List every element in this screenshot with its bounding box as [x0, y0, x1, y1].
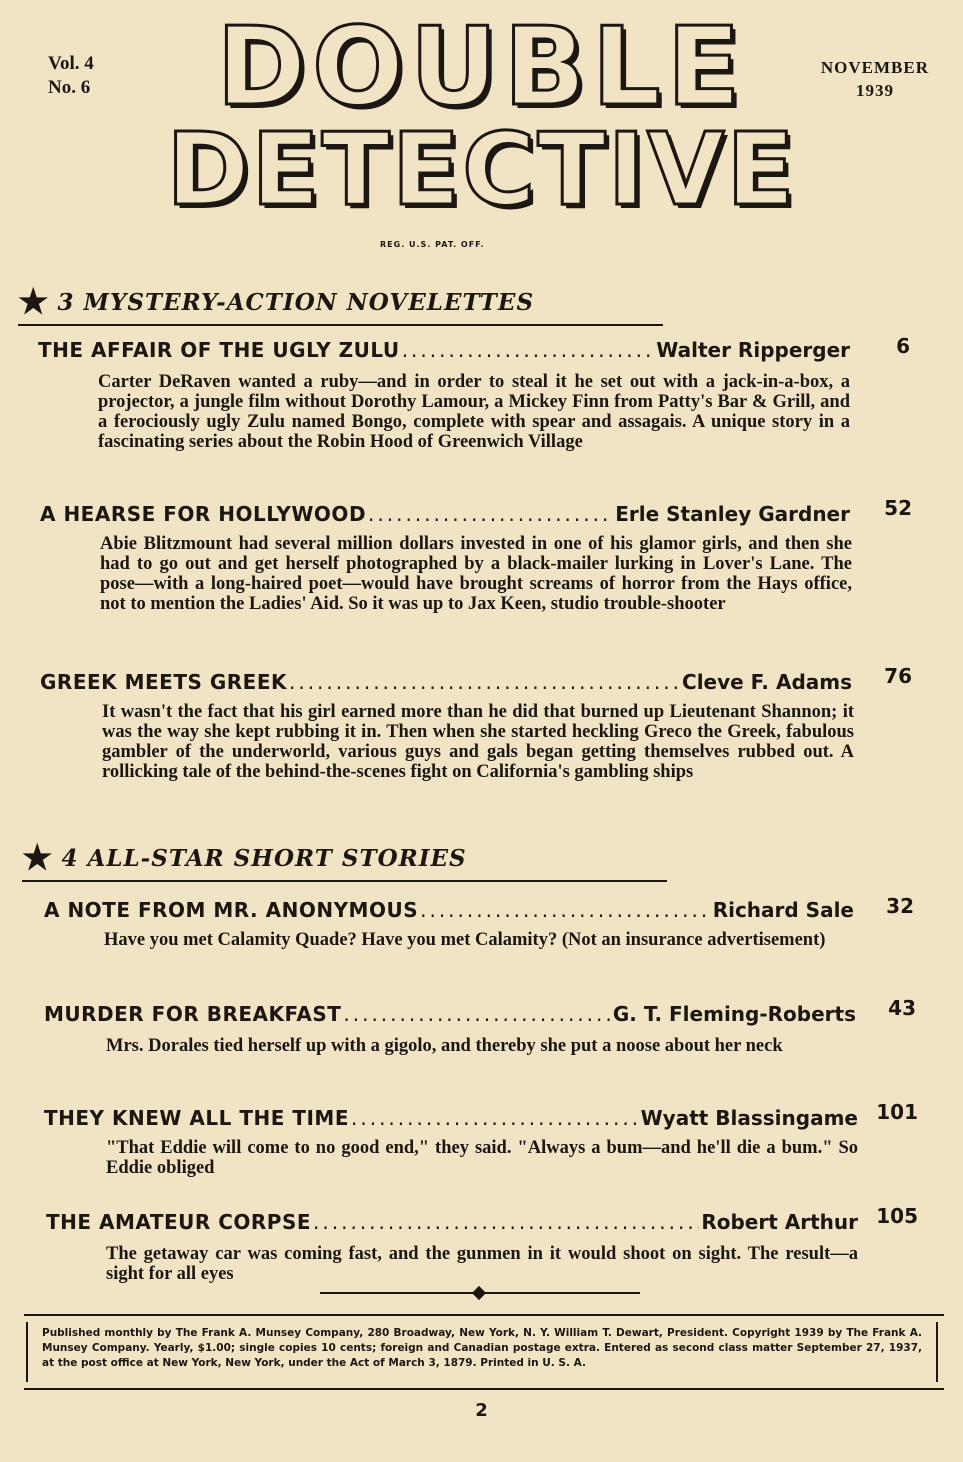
story-page-number: 32 [886, 894, 914, 918]
story-author: Wyatt Blassingame [640, 1106, 858, 1130]
story-author: Robert Arthur [701, 1210, 858, 1234]
story-author: Walter Ripperger [656, 338, 850, 362]
story-title: THE AMATEUR CORPSE [46, 1210, 312, 1234]
star-icon: ★ [18, 282, 50, 322]
story-description: "That Eddie will come to no good end," they said. "Always a bum—and he'll die a bum." So Eddie obliged [106, 1138, 858, 1178]
story-title: THE AFFAIR OF THE UGLY ZULU [38, 338, 400, 362]
story-author: G. T. Fleming-Roberts [612, 1002, 856, 1026]
story-description: Have you met Calamity Quade? Have you met Calamity? (Not an insurance advertisement) [104, 930, 826, 950]
masthead-line-double: DOUBLE [216, 5, 747, 130]
story-title: GREEK MEETS GREEK [40, 670, 287, 694]
dot-leader [420, 898, 711, 922]
story-page-number: 76 [884, 664, 912, 688]
entry-heading-line [44, 1106, 858, 1134]
section-heading-text: 4 ALL-STAR SHORT STORIES [61, 845, 467, 872]
footer-rule-top [24, 1314, 944, 1316]
volume-label: Vol. 4 [48, 53, 94, 74]
trademark-note: REG. U.S. PAT. OFF. [380, 240, 485, 249]
entry-heading-line [46, 1210, 858, 1238]
masthead [0, 5, 963, 228]
story-author: Erle Stanley Gardner [615, 502, 850, 526]
dot-leader [402, 338, 655, 362]
issue-year: 1939 [855, 81, 894, 100]
masthead-line-detective: DETECTIVE [166, 111, 797, 228]
entry-heading-line [40, 670, 852, 698]
dot-leader [351, 1106, 639, 1130]
story-description: The getaway car was coming fast, and the gunmen in it would shoot on sight. The result—a sight for all eyes [106, 1244, 858, 1284]
story-page-number: 101 [876, 1100, 918, 1124]
dot-leader [289, 670, 680, 694]
story-description: Carter DeRaven wanted a ruby—and in order to steal it he set out with a jack-in-a-box, a projector, a jungle film without Dorothy Lamour, a Mickey Finn from Patty's Bar & Grill, and a ferociously ugly Zulu named Bongo, complete with spear and assagais. A unique story in a fascinating series about the Robin Hood of Greenwich Village [98, 372, 850, 452]
story-description: Mrs. Dorales tied herself up with a gigolo, and thereby she put a noose about her neck [106, 1036, 783, 1056]
section-heading-novelettes [18, 282, 663, 326]
entry-heading-line [44, 898, 854, 926]
publisher-note: Published monthly by The Frank A. Munsey Company, 280 Broadway, New York, N. Y. William T. Dewart, President. Copyright 1939 by The Frank A. Munsey Company. Yearly, $1.00; single copies 10 cents; foreign and Canadian postage extra. Entered as second class matter September 27, 1937, at the post office at New York, New York, under the Act of March 3, 1879. Printed in U. S. A. [26, 1322, 938, 1382]
issue-month: NOVEMBER [820, 58, 929, 77]
story-page-number: 105 [876, 1204, 918, 1228]
story-page-number: 52 [884, 496, 912, 520]
diamond-ornament-icon [472, 1286, 486, 1300]
dot-leader [368, 502, 613, 526]
story-page-number: 43 [888, 996, 916, 1020]
story-title: A NOTE FROM MR. ANONYMOUS [44, 898, 419, 922]
story-title: THEY KNEW ALL THE TIME [44, 1106, 349, 1130]
story-page-number: 6 [896, 334, 910, 358]
page-number: 2 [475, 1400, 488, 1421]
number-label: No. 6 [48, 77, 91, 98]
story-author: Richard Sale [712, 898, 854, 922]
section-heading-text: 3 MYSTERY-ACTION NOVELETTES [57, 289, 535, 316]
story-author: Cleve F. Adams [682, 670, 852, 694]
dot-leader [313, 1210, 699, 1234]
story-description: Abie Blitzmount had several million dollars invested in one of his glamor girls, and then she had to go out and get herself photographed by a black-mailer lurking in Lover's Lane. The pose—with a long-haired poet—would have brought screams of horror from the Hays office, not to mention the Ladies' Aid. So it was up to Jax Keen, studio trouble-shooter [100, 534, 852, 614]
entry-heading-line [44, 1002, 856, 1030]
entry-heading-line [38, 338, 850, 366]
star-icon: ★ [22, 838, 54, 878]
footer-rule-bottom [24, 1388, 944, 1390]
dot-leader [343, 1002, 611, 1026]
story-title: MURDER FOR BREAKFAST [44, 1002, 342, 1026]
entry-heading-line [40, 502, 850, 530]
story-description: It wasn't the fact that his girl earned more than he did that burned up Lieutenant Shannon; it was the way she kept rubbing it in. Then when she started heckling Greco the Greek, fabulous gambler of the underworld, various guys and gals began getting themselves rubbed out. A rollicking tale of the behind-the-scenes fight on California's gambling ships [102, 702, 854, 782]
story-title: A HEARSE FOR HOLLYWOOD [40, 502, 367, 526]
section-heading-short-stories [22, 838, 667, 882]
